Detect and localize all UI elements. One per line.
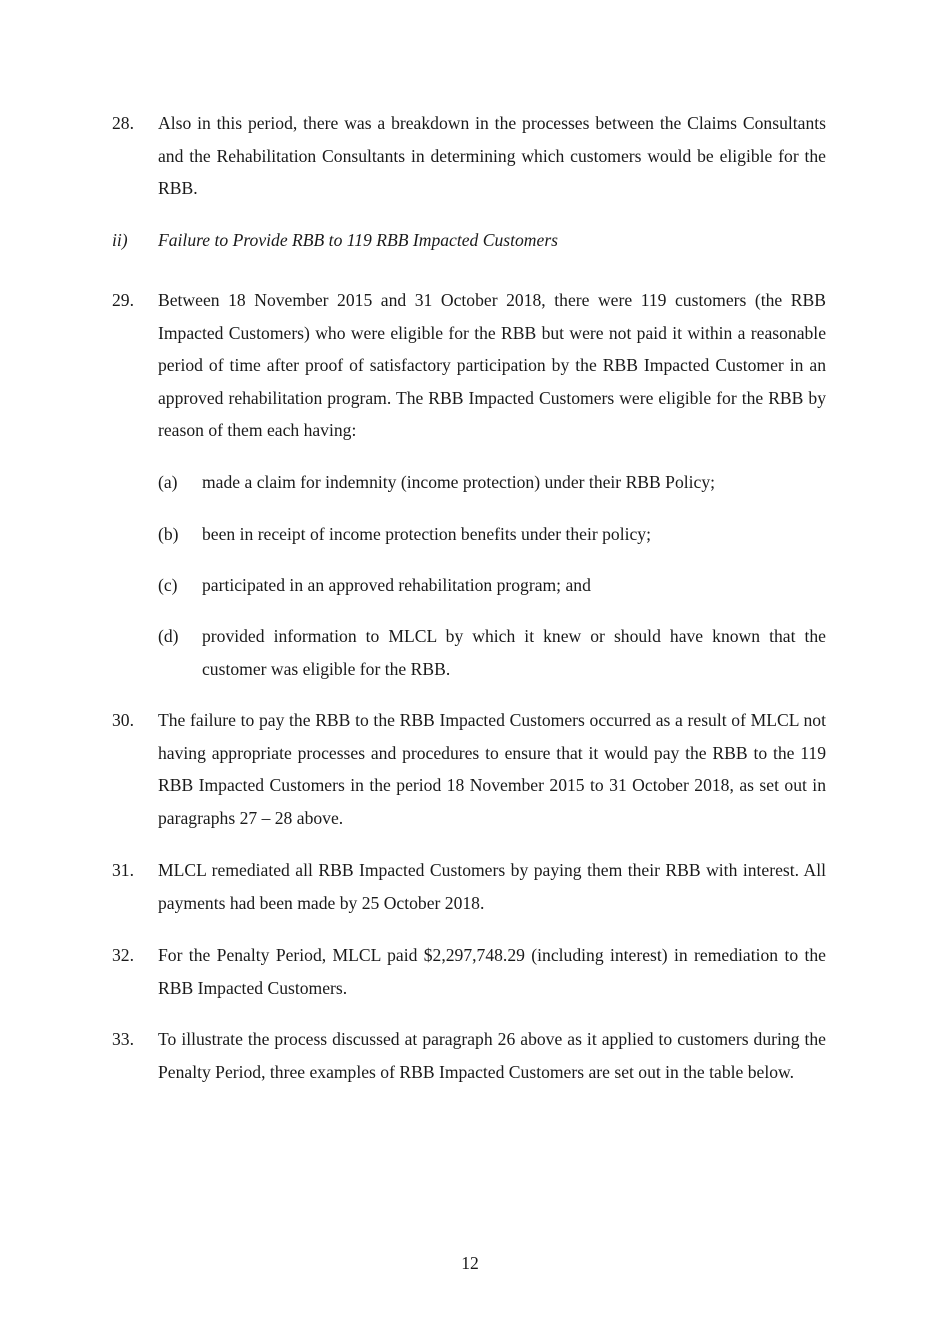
list-item-b — [158, 518, 826, 551]
paragraph-number: 32. — [112, 945, 134, 965]
paragraph-number: 28. — [112, 113, 134, 133]
paragraph-text: The failure to pay the RBB to the RBB Impacted Customers occurred as a result of MLCL not having appropriate processes and procedures to ensure that it would pay the RBB to the 119 RBB Impacted Customers in the period 18 November 2015 to 31 October 2018, as set out in paragraphs 27 – 28 above. — [158, 710, 826, 828]
paragraph-number: 33. — [112, 1029, 134, 1049]
paragraph-number: 29. — [112, 290, 134, 310]
paragraph-text: To illustrate the process discussed at paragraph 26 above as it applied to customers during the Penalty Period, three examples of RBB Impacted Customers are set out in the table below. — [158, 1029, 826, 1082]
paragraph-30 — [112, 704, 826, 834]
paragraph-text: For the Penalty Period, MLCL paid $2,297,748.29 (including interest) in remediation to the RBB Impacted Customers. — [158, 945, 826, 998]
list-item-marker: (d) — [158, 626, 179, 646]
paragraph-number: 30. — [112, 710, 134, 730]
list-item-a — [158, 466, 826, 499]
list-item-marker: (b) — [158, 524, 179, 544]
list-item-text: been in receipt of income protection benefits under their policy; — [202, 524, 651, 544]
page-number: 12 — [461, 1253, 479, 1273]
list-item-marker: (a) — [158, 472, 178, 492]
paragraph-number: 31. — [112, 860, 134, 880]
heading-text: Failure to Provide RBB to 119 RBB Impacted Customers — [158, 230, 559, 250]
list-item-text: provided information to MLCL by which it knew or should have known that the customer was eligible for the RBB. — [202, 626, 826, 679]
paragraph-33 — [112, 1023, 826, 1088]
paragraph-29 — [112, 284, 826, 447]
section-heading-ii — [112, 224, 826, 257]
paragraph-text: Also in this period, there was a breakdown in the processes between the Claims Consultants and the Rehabilitation Consultants in determining which customers would be eligible for the RBB. — [158, 113, 826, 199]
paragraph-text: Between 18 November 2015 and 31 October 2018, there were 119 customers (the RBB Impacted Customers) who were eligible for the RBB but were not paid it within a reasonable period of time after proof of satisfactory participation by the RBB Impacted Customer in an approved rehabilitation program. The RBB Impacted Customers were eligible for the RBB by reason of them each having: — [158, 290, 826, 441]
list-item-text: participated in an approved rehabilitation program; and — [202, 575, 591, 595]
list-item-c — [158, 569, 826, 602]
heading-number: ii) — [112, 230, 128, 250]
paragraph-28 — [112, 107, 826, 205]
paragraph-text: MLCL remediated all RBB Impacted Customers by paying them their RBB with interest. All payments had been made by 25 October 2018. — [158, 860, 826, 913]
paragraph-32 — [112, 939, 826, 1004]
list-item-text: made a claim for indemnity (income protection) under their RBB Policy; — [202, 472, 716, 492]
list-item-marker: (c) — [158, 575, 178, 595]
list-item-d — [158, 620, 826, 685]
paragraph-31 — [112, 854, 826, 919]
